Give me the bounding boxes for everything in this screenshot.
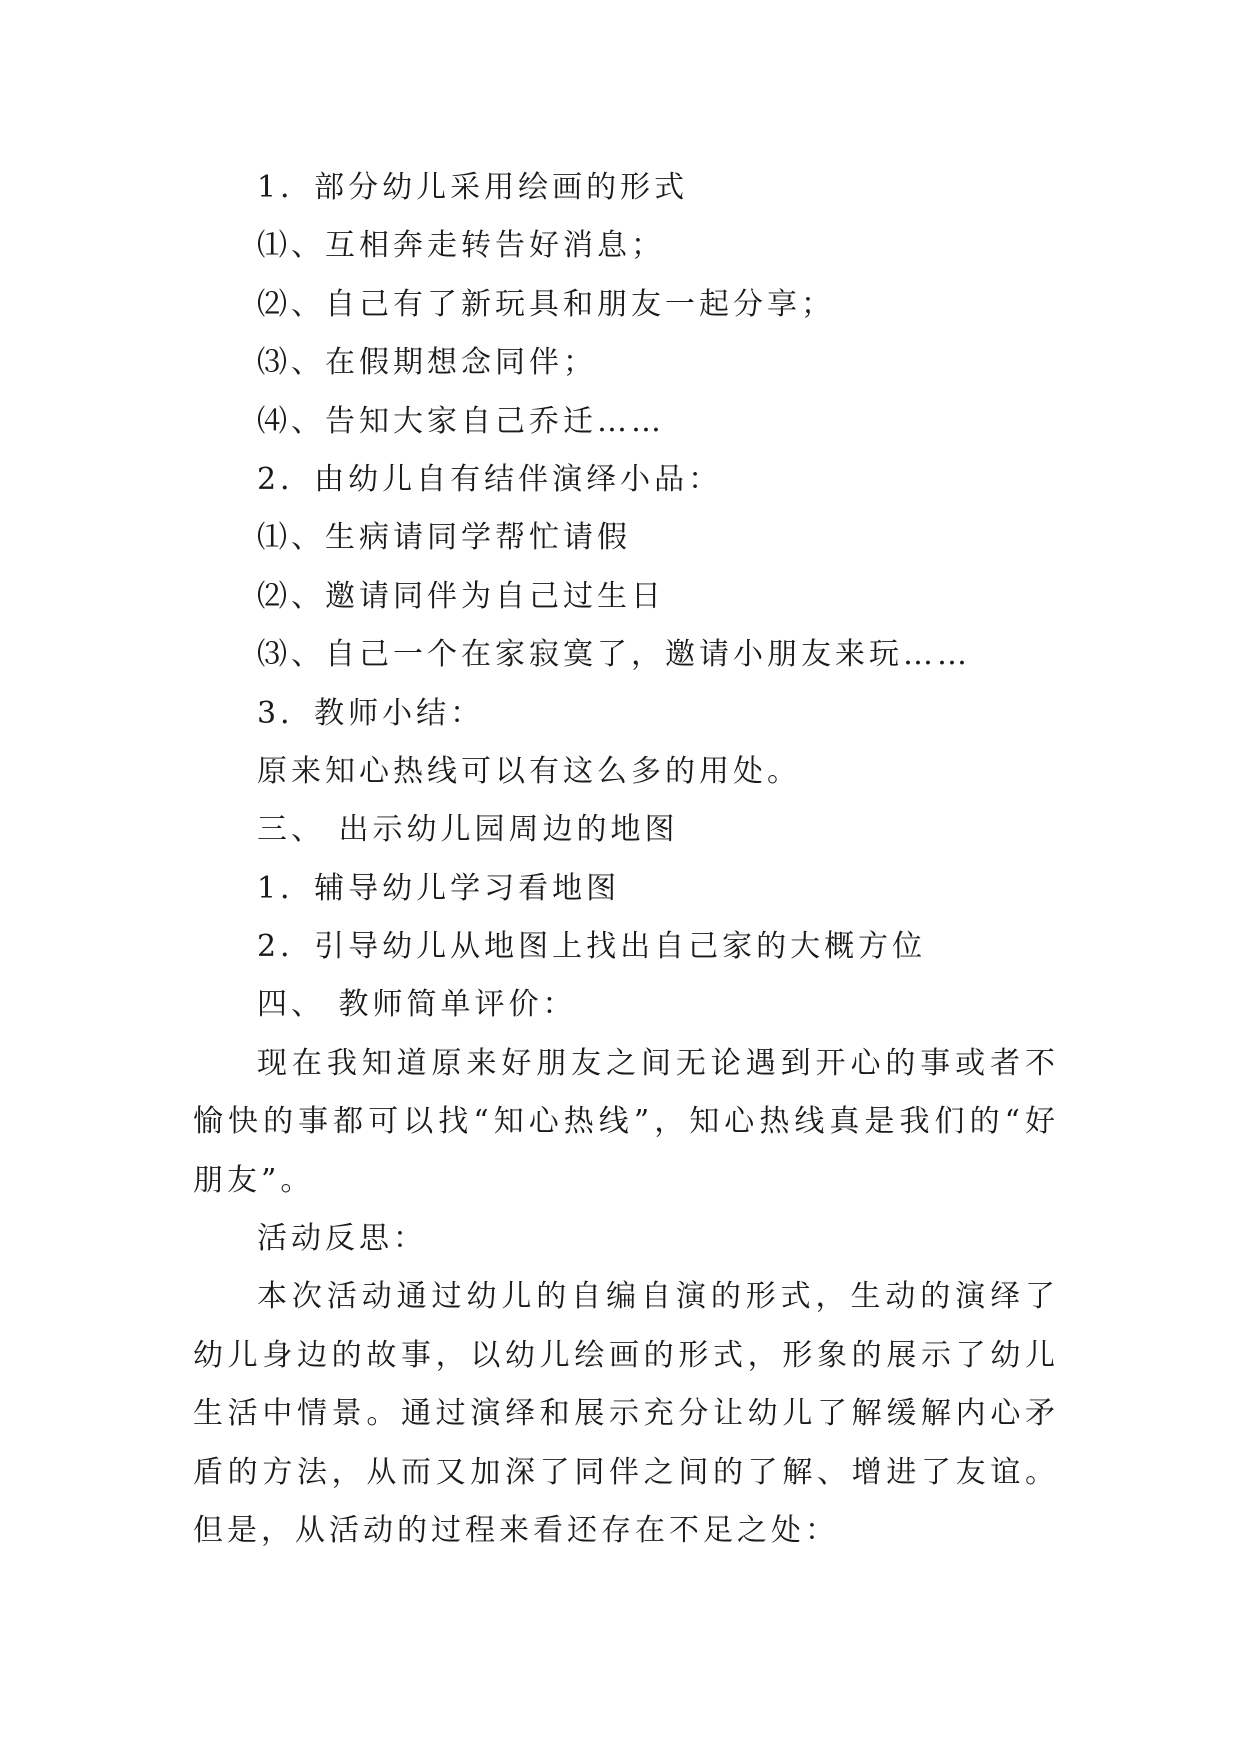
drawing-item-2: ⑵、自己有了新玩具和朋友一起分享； <box>257 286 835 322</box>
drawing-item-4: ⑷、告知大家自己乔迁…… <box>257 403 665 439</box>
skit-item-1: ⑴、生病请同学帮忙请假 <box>257 520 631 556</box>
reflection-heading: 活动反思： <box>257 1221 427 1257</box>
skit-item-2: ⑵、邀请同伴为自己过生日 <box>257 578 665 614</box>
evaluation-paragraph: 现在我知道原来好朋友之间无论遇到开心的事或者不愉快的事都可以找“知心热线”，知心热线真是我们的“好朋友”。 <box>193 1045 1059 1198</box>
map-step-1: 1．辅导幼儿学习看地图 <box>257 870 621 906</box>
drawing-item-1: ⑴、互相奔走转告好消息； <box>257 228 665 264</box>
skit-item-3: ⑶、自己一个在家寂寞了，邀请小朋友来玩…… <box>257 637 971 673</box>
reflection-paragraph: 本次活动通过幼儿的自编自演的形式，生动的演绎了幼儿身边的故事，以幼儿绘画的形式，形象的展示了幼儿生活中情景。通过演绎和展示充分让幼儿了解缓解内心矛盾的方法，从而又加深了同伴之间的了解、增进了友谊。但是，从活动的过程来看还存在不足之处： <box>193 1279 1059 1549</box>
summary-text: 原来知心热线可以有这么多的用处。 <box>257 753 801 789</box>
section-4-heading: 四、 教师简单评价： <box>257 987 577 1023</box>
map-step-2: 2．引导幼儿从地图上找出自己家的大概方位 <box>257 929 927 965</box>
step-1-drawing: 1．部分幼儿采用绘画的形式 <box>257 170 689 205</box>
section-3-heading: 三、 出示幼儿园周边的地图 <box>257 812 679 848</box>
drawing-item-3: ⑶、在假期想念同伴； <box>257 345 597 381</box>
step-3-summary: 3．教师小结： <box>257 695 485 731</box>
step-2-skit: 2．由幼儿自有结伴演绎小品： <box>257 461 723 497</box>
document-body <box>193 159 1059 1561</box>
